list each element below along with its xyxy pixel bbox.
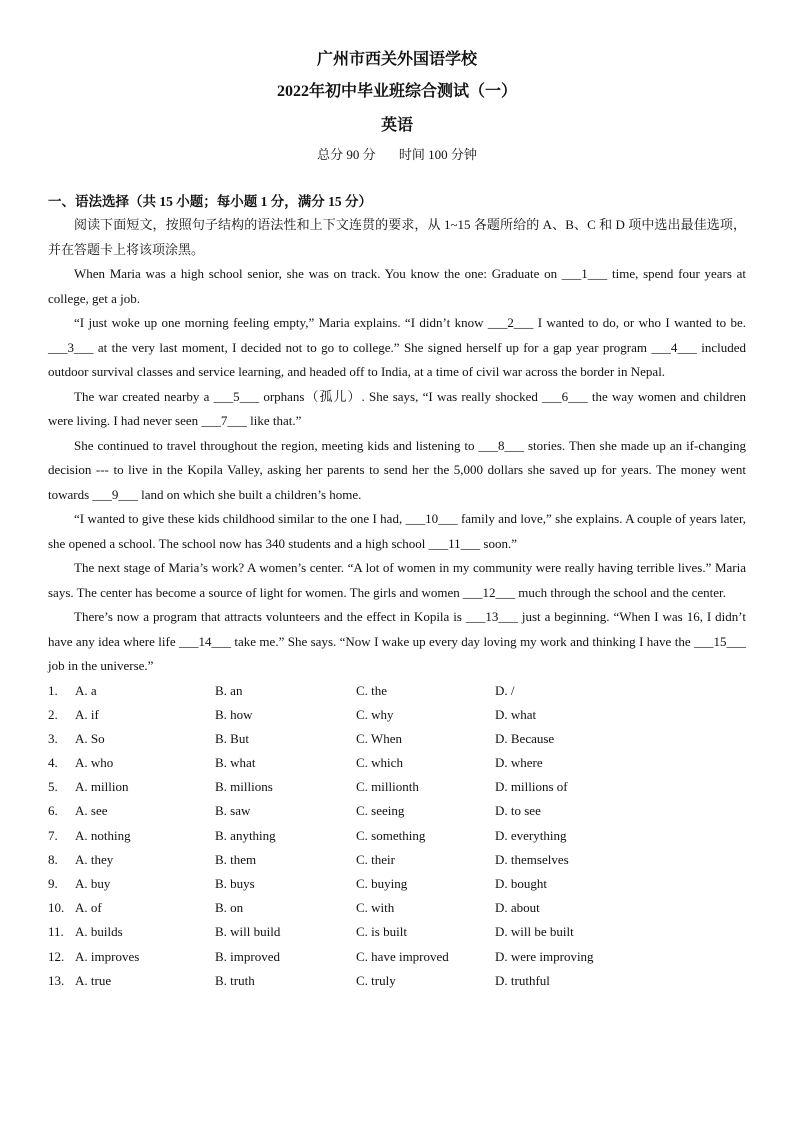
option-a: A. So [75, 730, 105, 746]
option-d: D. truthful [495, 972, 550, 988]
question-number: 6. [48, 803, 58, 819]
option-b: B. them [215, 851, 257, 867]
subject-title: 英语 [380, 117, 413, 134]
question-row [48, 679, 746, 703]
option-c: C. is built [356, 924, 407, 940]
option-b: B. truth [215, 972, 255, 988]
option-a: A. who [75, 755, 114, 771]
question-number: 3. [48, 730, 58, 746]
option-c: C. When [356, 730, 402, 746]
instructions: 阅读下面短文，按照句子结构的语法性和上下文连贯的要求，从 1~15 各题所给的 A、B、C 和 D 项中选出最佳选项，并在答题卡上将该项涂黑。 [48, 217, 746, 257]
exam-title: 2022年初中毕业班综合测试（一） [276, 83, 517, 100]
option-b: B. anything [215, 827, 276, 843]
passage-paragraph: “I wanted to give these kids childhood similar to the one I had, ___10___ family and love,” she explains. A couple of years later, she opened a school. The school now has 340 students and a high school ___11___ soon.” [48, 511, 746, 551]
option-c: C. which [356, 755, 403, 771]
option-d: D. themselves [495, 851, 569, 867]
question-number: 7. [48, 827, 58, 843]
option-c: C. have improved [356, 948, 449, 964]
option-c: C. their [356, 851, 395, 867]
question-row [48, 920, 746, 944]
option-a: A. if [75, 706, 99, 722]
option-d: D. to see [495, 803, 541, 819]
option-c: C. truly [356, 972, 396, 988]
option-a: A. improves [75, 948, 140, 964]
question-number: 8. [48, 851, 58, 867]
passage-paragraph: When Maria was a high school senior, she was on track. You know the one: Graduate on ___1___ time, spend four years at college, get a job. [48, 266, 746, 306]
option-d: D. will be built [495, 924, 574, 940]
question-number: 4. [48, 755, 58, 771]
option-b: B. saw [215, 803, 251, 819]
option-a: A. see [75, 803, 108, 819]
option-b: B. how [215, 706, 253, 722]
question-options [48, 679, 746, 993]
option-b: B. an [215, 682, 243, 698]
passage-paragraph: The next stage of Maria’s work? A women’s center. “A lot of women in my community were really having terrible lives.” Maria says. The center has become a source of light for women. The girls and women ___12___ much through the school and the center. [48, 560, 746, 600]
question-number: 5. [48, 779, 58, 795]
section-title: 一、语法选择（共 15 小题；每小题 1 分，满分 15 分） [48, 194, 372, 209]
option-a: A. a [75, 682, 97, 698]
passage [48, 262, 746, 679]
exam-meta [48, 146, 746, 164]
option-a: A. buy [75, 876, 111, 891]
option-d: D. where [495, 755, 543, 771]
option-d: D. were improving [495, 948, 594, 964]
option-b: B. millions [215, 779, 273, 795]
question-row [48, 848, 746, 872]
option-c: C. something [356, 827, 426, 843]
option-c: C. seeing [356, 803, 405, 819]
option-b: B. improved [215, 948, 280, 964]
total-score: 总分 90 分 [317, 147, 376, 162]
question-row [48, 945, 746, 969]
option-d: D. bought [495, 876, 547, 891]
question-number: 9. [48, 876, 58, 891]
option-a: A. million [75, 779, 129, 795]
question-number: 1. [48, 682, 58, 698]
question-row [48, 799, 746, 823]
option-b: B. buys [215, 876, 255, 891]
option-b: B. will build [215, 924, 281, 940]
option-d: D. millions of [495, 779, 568, 795]
school-name: 广州市西关外国语学校 [316, 51, 477, 68]
option-c: C. buying [356, 876, 408, 891]
question-row [48, 751, 746, 775]
option-d: D. about [495, 900, 540, 916]
question-row [48, 872, 746, 896]
option-c: C. millionth [356, 779, 419, 795]
question-row [48, 775, 746, 799]
question-number: 10. [48, 900, 65, 916]
option-d: D. what [495, 706, 537, 722]
question-number: 2. [48, 706, 58, 722]
option-a: A. builds [75, 924, 123, 940]
question-number: 12. [48, 948, 65, 964]
question-row [48, 896, 746, 920]
passage-paragraph: She continued to travel throughout the region, meeting kids and listening to ___8___ stories. Then she made up an if-changing decision --- to live in the Kopila Valley, asking her parents to send her the 5,000 dollars she saved up for years. The money went towards ___9___ land on which she built a children’s home. [48, 437, 746, 502]
passage-paragraph: There’s now a program that attracts volunteers and the effect in Kopila is ___13___ just a beginning. “When I was 16, I didn’t have any idea where life ___14___ take me.” She says. “Now I wake up every day loving my work and thinking I have the ___15___ job in the universe.” [48, 609, 746, 673]
question-row [48, 703, 746, 727]
option-a: A. nothing [75, 827, 131, 843]
option-c: C. why [356, 706, 394, 722]
option-d: D. everything [495, 827, 567, 843]
question-row [48, 727, 746, 751]
exam-time: 时间 100 分钟 [398, 147, 477, 162]
option-b: B. what [215, 755, 256, 771]
question-row [48, 969, 746, 993]
passage-paragraph: “I just woke up one morning feeling empty,” Maria explains. “I didn’t know ___2___ I wanted to do, or who I wanted to be. ___3___ at the very last moment, I decided not to go to college.” She signed herself up for a gap year program ___4___ included outdoor survival classes and service learning, and headed off to India, at a time of civil war across the border in Nepal. [48, 315, 746, 379]
question-number: 13. [48, 972, 65, 988]
option-a: A. of [75, 900, 102, 916]
option-b: B. on [215, 900, 244, 916]
question-number: 11. [48, 924, 64, 940]
option-d: D. Because [495, 730, 555, 746]
option-a: A. true [75, 972, 112, 988]
option-a: A. they [75, 851, 114, 867]
option-d: D. / [495, 682, 515, 698]
option-c: C. the [356, 682, 388, 698]
option-c: C. with [356, 900, 395, 916]
passage-paragraph: The war created nearby a ___5___ orphans（孤儿）. She says, “I was really shocked ___6___ the way women and children were living. I had never seen ___7___ like that.” [48, 388, 746, 428]
exam-page [48, 50, 746, 993]
option-b: B. But [215, 730, 249, 746]
question-row [48, 824, 746, 848]
